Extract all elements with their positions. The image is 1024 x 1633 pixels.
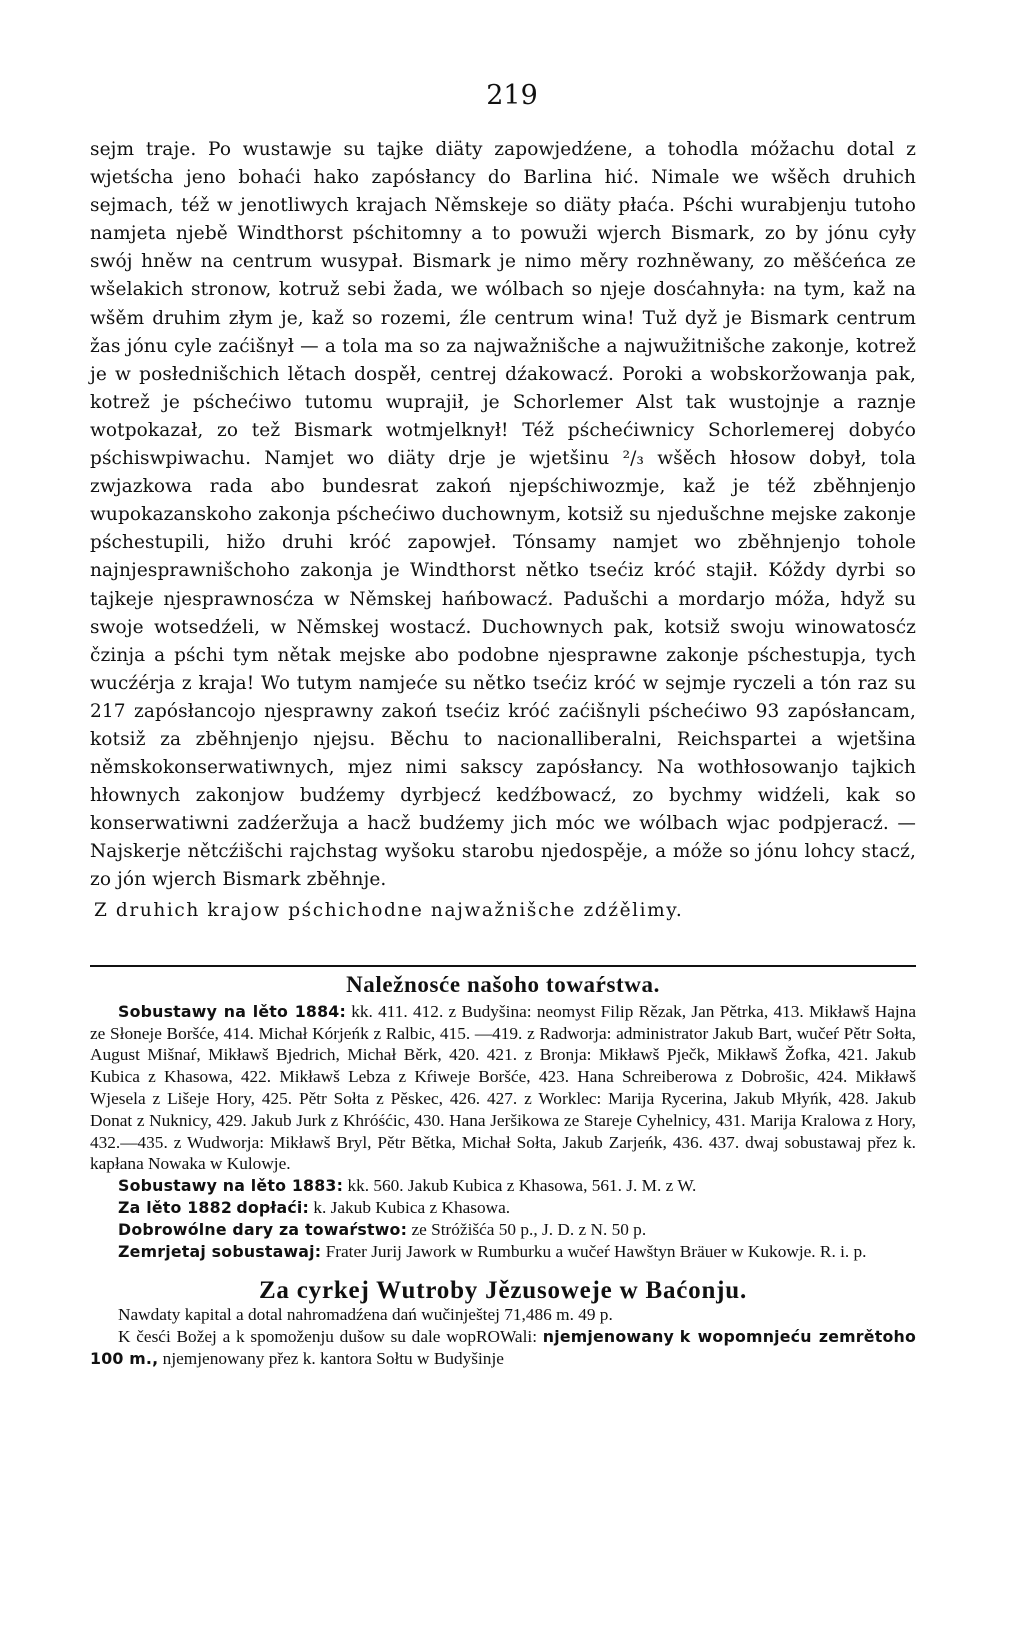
members-1883-label: Sobustawy na lěto 1883: xyxy=(118,1176,344,1196)
anonymous-label: njemjenowany xyxy=(542,1326,675,1346)
year-1882-entry xyxy=(90,1197,916,1219)
members-1884-entry xyxy=(90,1001,916,1175)
church-capital-entry: Nawdaty kapital a dotal nahromadźena dań wučinještej 71,486 m. 49 p. xyxy=(118,1305,613,1325)
donations-entry xyxy=(90,1219,916,1241)
main-article xyxy=(90,136,916,925)
deceased-members-entry xyxy=(90,1241,916,1263)
church-donations-text: K česći Božej a k spomoženju dušow su dale wopROWali: xyxy=(118,1326,537,1346)
section-divider xyxy=(90,965,916,967)
society-news xyxy=(90,974,916,1370)
deceased-members-label: Zemrjetaj sobustawaj: xyxy=(118,1241,322,1261)
memorial-gift-label: k wopomnjeću zemrětoho 100 m., xyxy=(90,1326,916,1368)
year-1882-text: k. Jakub Kubica z Khasowa. xyxy=(313,1197,511,1217)
members-1883-entry xyxy=(90,1175,916,1197)
page-number: 219 xyxy=(486,80,538,111)
members-1884-text: kk. 411. 412. z Budyšina: neomyst Filip Rězak, Jan Pětrka, 413. Mikławš Hajna ze Słoneje Boršće, 414. Michał Kórjeńk z Ralbic, 415. —419. z Radworja: administrator Jakub Bart, wučeŕ Pětr Sołta, August Mišnaŕ, Mikławš Bjedrich, Michał Běrk, 420. 421. z Bronja: Mikławš Pječk, Mikławš Žofka, 421. Jakub Kubica z Khasowa, 422. Mikławš Lebza z Kŕiweje Boršće, 423. Hana Schreiberowa z Dobrošic, 424. Mikławš Wjesela z Lišeje Hory, 425. Pětr Sołta z Pěskec, 426. 427. z Worklec: Marija Rycerina, Jakub Młyńk, 428. Jakub Donat z Nuknicy, 429. Jakub Jurk z Khróśćic, 430. Hana Jeršikowa ze Stareje Cyhelnicy, 431. Marija Kralowa z Hory, 432.—435. z Wudworja: Mikławš Bryl, Pětr Bětka, Michał Sołta, Jakub Zarjeńk, 436. 437. dwaj sobustawaj přez k. kapłana Nowaka w Kulowje. xyxy=(90,1001,916,1174)
article-paragraph: sejm traje. Po wustawje su tajke diäty zapowjedźene, a tohodla móžachu dotal z wjetścha jeno bohaći hako zapósłancy do Barlina hić. Nimale we wšěch druhich sejmach, též w jenotliwych krajach Němskeje so diäty płaća. Pśchi wurabjenju tutoho namjeta njebě Windthorst pśchitomny a to powuži wjerch Bismark, zo by jónu cyły swój hněw na centrum wusypał. Bismark je nimo měry rozhněwany, zo měšćeńca ze wšelakich stronow, kotruž sebi žada, we wólbach so njeje dosćahnyła: na tym, kaž na wšěm druhim złym je, kaž so rozemi, źle centrum wina! Tuž dyž je Bismark centrum žas jónu cyle zaćišnył — a tola ma so za najwažnišche a najwužitnišche zakonje, kotrež je w posłednišchich lětach dospěł, centrej dźakowacź. Poroki a wobskoržowanja pak, kotrež je pśchećiwo tutomu wuprajił, je Schorlemer Alst tak wustojnje a raznje wotpokazał, zo tež Bismark wotmjelknył! Též pśchećiwnicy Schorlemerej dobyćo pśchiswpiwachu. Namjet wo diäty drje je wjetšinu ²/₃ wšěch hłosow dobył, tola zwjazkowa rada abo bundesrat zakoń njepśchiwozmje, kaž je též zběhnjenjo wupokazanskoho zakonja pśchećiwo duchownym, kotsiž su njedušchne mejske zakonje pśchestupili, hižo druhi króć zapowjeł. Tónsamy namjet wo zběhnjenjo toholе najnjesprawnišchoho zakonja je Windthorst nětko tsećiz króć stajił. Kóždy dyrbi so tajkeje njesprawnosćza w Němskej hańbowacź. Padušchi a mordarjo móža, hdyž su swoje wotsedźeli, w Němskej wostacź. Duchownych pak, kotsiž swoju winowatosćz čzinja a pśchi tym nětak mejske abo podobne njesprawne zakonje pśchestupja, tych wucźérja z kraja! Wo tutym namjeće su nětko tsećiz króć w sejmje ryczeli a tón raz su 217 zapósłancojo njesprawny zakoń tsećiz króć zaćišnyli pśchećiwo 93 zapósłancam, kotsiž za zběhnjenjo njejsu. Běchu to nacionalliberalni, Reichspartei a wjetšina němskokonserwatiwnych, mjez nimi sakscy zapósłancy. Na wothłosowanjo tajkich hłownych zakonjow budźemy dyrbjecź kedźbowacź, zo bychmy widźeli, kak so konserwatiwni zadźeržuja a hacž budźemy jich móc we wólbach wjac podpjeracź. — Najskerje nětcźišchi rajchstag wyšoku starobu njedospěje, a móže so jónu lohcy stacź, zo jón wjerch Bismark zběhnje. xyxy=(90,139,916,891)
members-1884-label: Sobustawy na lěto 1884: xyxy=(118,1001,346,1021)
donations-label: Dobrowólne dary za towaŕstwo: xyxy=(118,1219,408,1239)
year-1882-paid-word: dopłaći: xyxy=(236,1197,310,1217)
society-affairs-heading: Naležnosće našoho towaŕstwa. xyxy=(346,972,660,997)
members-1883-text: kk. 560. Jakub Kubica z Khasowa, 561. J. M. z W. xyxy=(347,1176,697,1196)
church-donations-entry xyxy=(90,1326,916,1370)
donations-text: ze Stróžišća 50 p., J. D. z N. 50 p. xyxy=(411,1219,647,1239)
year-1882-label: Za lěto 1882 xyxy=(118,1197,233,1217)
church-fund-heading: Za cyrkej Wutroby Jězusoweje w Baćonju. xyxy=(258,1277,748,1305)
article-closing-line: Z druhich krajow pśchichodne najwažnišche zdźělimy. xyxy=(94,899,684,921)
deceased-members-text: Frater Jurij Jawork w Rumburku a wučeŕ Hawštyn Bräuer w Kukowje. R. i. p. xyxy=(325,1241,867,1261)
church-donations-tail: njemjenowany přez k. kantora Sołtu w Budyšinje xyxy=(162,1348,504,1368)
